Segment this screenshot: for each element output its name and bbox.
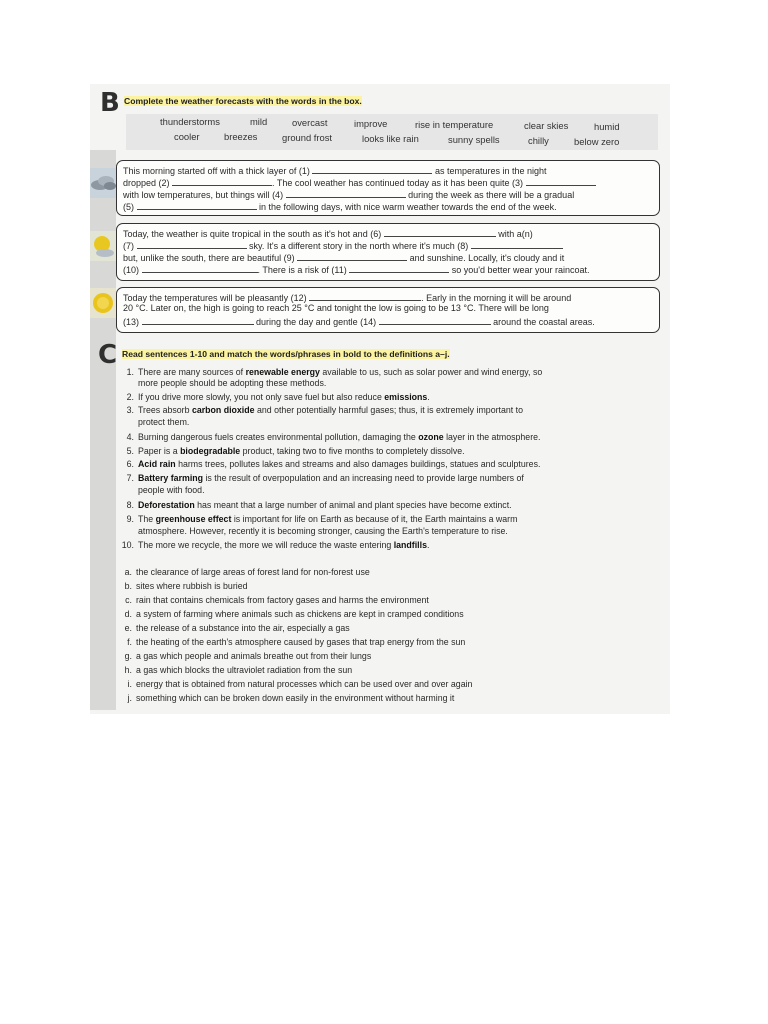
blank-4[interactable]	[286, 188, 406, 198]
word-item: breezes	[224, 131, 258, 142]
definition-g: g. a gas which people and animals breathe out from their lungs	[124, 651, 372, 661]
sentence-3: 3. Trees absorb carbon dioxide and other potentially harmful gases; thus, it is extremely important to	[126, 405, 523, 415]
sentence-10: 10. The more we recycle, the more we will reduce the waste entering landfills.	[121, 540, 430, 550]
blank-5[interactable]	[137, 200, 257, 210]
forecast-1-line-2: dropped (2) . The cool weather has continued today as it has been quite (3)	[123, 176, 596, 188]
forecast-1-line-3: with low temperatures, but things will (4) during the week as there will be a gradual	[123, 190, 575, 200]
definition-a: a. the clearance of large areas of forest land for non-forest use	[124, 567, 370, 577]
forecast-3-line-2: 20 °C. Later on, the high is going to reach 25 °C and tonight the low is going to be 13 °C. There will be long	[123, 303, 549, 313]
definition-c: c. rain that contains chemicals from factory gases and harms the environment	[125, 595, 429, 605]
word-item: improve	[354, 118, 388, 129]
word-item: looks like rain	[362, 133, 419, 144]
word-item: sunny spells	[448, 134, 500, 145]
word-item: cooler	[174, 131, 200, 142]
cloud-weather-icon	[90, 168, 116, 198]
sentence-9: 9. The greenhouse effect is important for life on Earth as because of it, the Earth maintains a warm	[126, 514, 518, 524]
sun-cloud-icon	[90, 231, 116, 261]
blank-6[interactable]	[384, 227, 496, 237]
forecast-panel-1	[116, 160, 660, 216]
section-c-letter: C	[98, 340, 118, 370]
definition-d: d. a system of farming where animals such as chickens are kept in cramped conditions	[124, 609, 464, 619]
definition-j: j. something which can be broken down easily in the environment without harming it	[127, 693, 455, 703]
forecast-2-line-1: Today, the weather is quite tropical in the south as it's hot and (6) with a(n)	[123, 229, 533, 239]
sun-icon	[90, 288, 116, 318]
word-item: clear skies	[524, 120, 569, 131]
definition-e: e. the release of a substance into the air, especially a gas	[124, 623, 350, 633]
word-item: overcast	[292, 117, 328, 128]
definition-i: i. energy that is obtained from natural processes which can be used over and over again	[127, 679, 473, 689]
blank-11[interactable]	[349, 263, 449, 273]
blank-9[interactable]	[297, 251, 407, 261]
definition-f: f. the heating of the earth's atmosphere caused by gases that trap energy from the sun	[127, 637, 466, 647]
word-item: humid	[594, 121, 620, 132]
blank-3[interactable]	[526, 176, 596, 186]
blank-13[interactable]	[142, 315, 254, 325]
forecast-1-line-1: This morning started off with a thick layer of (1) as temperatures in the night	[123, 166, 547, 176]
definition-h: h. a gas which blocks the ultraviolet radiation from the sun	[124, 665, 353, 675]
word-item: rise in temperature	[415, 119, 494, 130]
blank-1[interactable]	[312, 164, 432, 174]
sentence-7: 7. Battery farming is the result of overpopulation and an increasing need to provide large numbers of	[126, 473, 524, 483]
word-item: thunderstorms	[160, 116, 220, 127]
blank-10[interactable]	[142, 263, 258, 273]
blank-7[interactable]	[137, 239, 247, 249]
definition-b: b. sites where rubbish is buried	[124, 581, 248, 591]
sentence-7-cont: people with food.	[138, 485, 205, 495]
section-b-letter: B	[100, 88, 120, 118]
word-box	[126, 114, 658, 150]
sentence-9-cont: atmosphere. However, recently it is becoming stronger, causing the Earth's temperature to rise.	[138, 526, 508, 536]
sentence-1: 1. There are many sources of renewable energy available to us, such as solar power and wind energy, so	[126, 367, 543, 377]
forecast-1-line-4: (5) in the following days, with nice warm weather towards the end of the week.	[123, 202, 557, 212]
blank-2[interactable]	[172, 176, 272, 186]
forecast-2-line-4: (10) . There is a risk of (11) so you'd better wear your raincoat.	[123, 265, 590, 275]
sentence-6: 6. Acid rain harms trees, pollutes lakes and streams and also damages buildings, statues and sculptures.	[126, 459, 541, 469]
blank-14[interactable]	[379, 315, 491, 325]
forecast-3-line-3: (13) during the day and gentle (14) around the coastal areas.	[123, 317, 595, 327]
blank-8[interactable]	[471, 239, 563, 249]
forecast-panel-3	[116, 287, 660, 333]
forecast-panel-2	[116, 223, 660, 281]
word-item: mild	[250, 116, 268, 127]
blank-12[interactable]	[309, 291, 421, 301]
forecast-2-line-3: but, unlike the south, there are beautiful (9) and sunshine. Locally, it's cloudy and it	[123, 253, 565, 263]
section-b-instruction: Complete the weather forecasts with the words in the box.	[124, 96, 362, 106]
sentence-1-cont: more people should be adopting these methods.	[138, 378, 327, 388]
word-item: chilly	[528, 135, 549, 146]
sentence-2: 2. If you drive more slowly, you not only save fuel but also reduce emissions.	[126, 392, 430, 402]
forecast-2-line-2: (7) sky. It's a different story in the north where it's much (8)	[123, 239, 563, 251]
sentence-4: 4. Burning dangerous fuels creates environmental pollution, damaging the ozone layer in the atmosphere.	[126, 432, 541, 442]
sentence-5: 5. Paper is a biodegradable product, taking two to five months to completely dissolve.	[126, 446, 465, 456]
word-item: ground frost	[282, 132, 333, 143]
word-item: below zero	[574, 136, 620, 147]
forecast-3-line-1: Today the temperatures will be pleasantly (12) . Early in the morning it will be around	[123, 293, 572, 303]
sentence-3-cont: protect them.	[138, 417, 190, 427]
sentence-8: 8. Deforestation has meant that a large number of animal and plant species have become extinct.	[126, 500, 512, 510]
section-c-instruction: Read sentences 1-10 and match the words/phrases in bold to the definitions a–j.	[122, 349, 450, 359]
